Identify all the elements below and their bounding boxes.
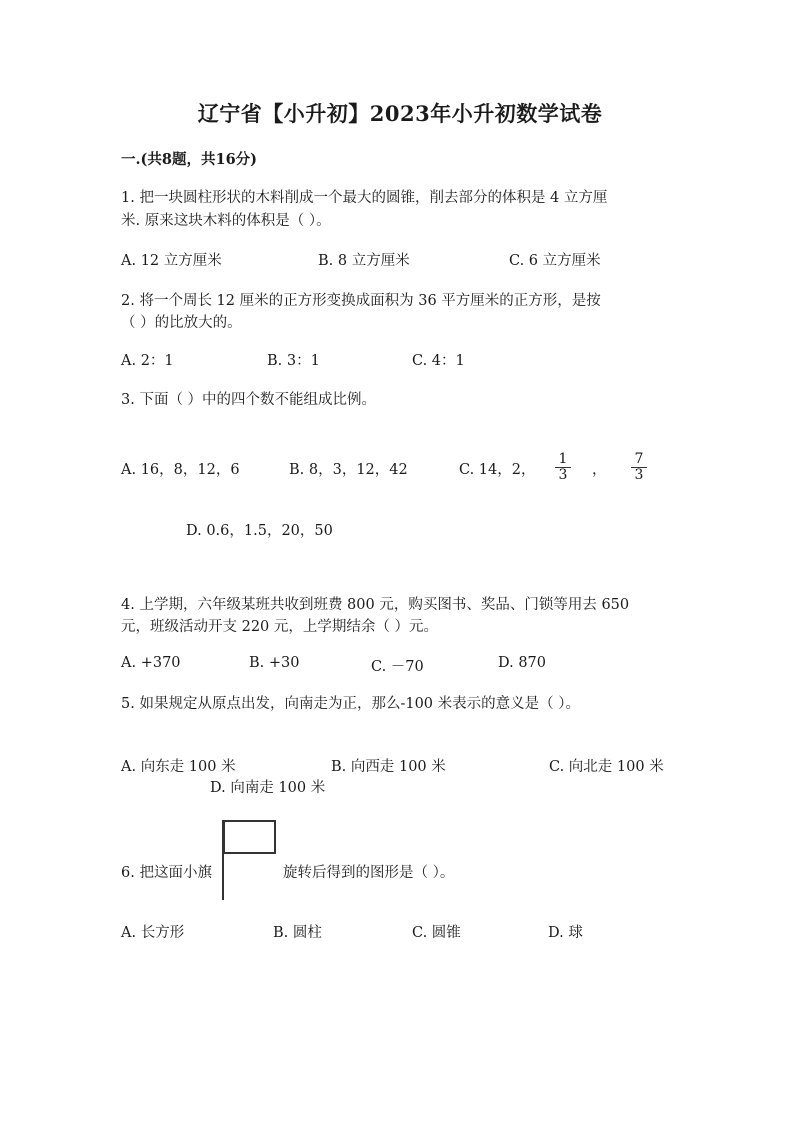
q4-option-c[interactable]: C. －70 (371, 659, 424, 675)
q3-option-b[interactable]: B. 8，3，12，42 (289, 462, 408, 478)
section-heading: 一.(共8题，共16分) (121, 151, 258, 168)
question-5-line-1: 5. 如果规定从原点出发，向南走为正，那么-100 米表示的意义是（ ）。 (121, 696, 580, 712)
q1-option-b[interactable]: B. 8 立方厘米 (318, 253, 410, 269)
q5-option-c[interactable]: C. 向北走 100 米 (549, 759, 664, 775)
question-6-prefix: 6. 把这面小旗 (121, 865, 212, 881)
q5-option-d[interactable]: D. 向南走 100 米 (210, 780, 326, 796)
question-3-line-1: 3. 下面（ ）中的四个数不能组成比例。 (121, 392, 377, 408)
q4-option-d[interactable]: D. 870 (498, 655, 547, 671)
question-1-line-1: 1. 把一块圆柱形状的木料削成一个最大的圆锥，削去部分的体积是 4 立方厘 (121, 190, 608, 206)
fraction-numerator: 1 (555, 452, 571, 468)
q4-option-b[interactable]: B. +30 (249, 655, 300, 671)
question-1-line-2: 米. 原来这块木料的体积是（ ）。 (121, 213, 331, 229)
q3-option-d[interactable]: D. 0.6，1.5，20，50 (186, 523, 333, 539)
fraction-numerator: 7 (631, 452, 647, 468)
q1-option-a[interactable]: A. 12 立方厘米 (121, 253, 222, 269)
q6-option-b[interactable]: B. 圆柱 (273, 925, 322, 941)
q2-option-a[interactable]: A. 2：1 (121, 353, 174, 369)
q6-option-d[interactable]: D. 球 (548, 925, 583, 941)
q5-option-a[interactable]: A. 向东走 100 米 (121, 759, 236, 775)
fraction-denominator: 3 (634, 467, 644, 483)
question-4-line-2: 元，班级活动开支 220 元，上学期结余（ ）元。 (121, 619, 439, 635)
q3-option-c[interactable]: C. 14，2， (459, 462, 536, 478)
q2-option-c[interactable]: C. 4：1 (412, 353, 465, 369)
q1-option-c[interactable]: C. 6 立方厘米 (509, 253, 601, 269)
q5-option-b[interactable]: B. 向西走 100 米 (331, 759, 446, 775)
fraction-seven-thirds (631, 452, 647, 483)
question-4-line-1: 4. 上学期，六年级某班共收到班费 800 元，购买图书、奖品、门锁等用去 650 (121, 597, 630, 613)
question-6-suffix: 旋转后得到的图形是（ ）。 (283, 865, 455, 881)
q2-option-b[interactable]: B. 3：1 (267, 353, 320, 369)
fraction-denominator: 3 (558, 467, 568, 483)
fraction-one-third (555, 452, 571, 483)
flag-icon (223, 820, 276, 854)
q3-option-c-separator: ， (592, 462, 607, 478)
q6-option-c[interactable]: C. 圆锥 (412, 925, 461, 941)
page-title: 辽宁省【小升初】2023年小升初数学试卷 (197, 101, 603, 126)
q3-option-a[interactable]: A. 16，8，12，6 (121, 462, 240, 478)
q4-option-a[interactable]: A. +370 (121, 655, 181, 671)
question-2-line-2: （ ）的比放大的。 (121, 315, 242, 331)
question-2-line-1: 2. 将一个周长 12 厘米的正方形变换成面积为 36 平方厘米的正方形，是按 (121, 293, 601, 309)
q6-option-a[interactable]: A. 长方形 (121, 925, 185, 941)
